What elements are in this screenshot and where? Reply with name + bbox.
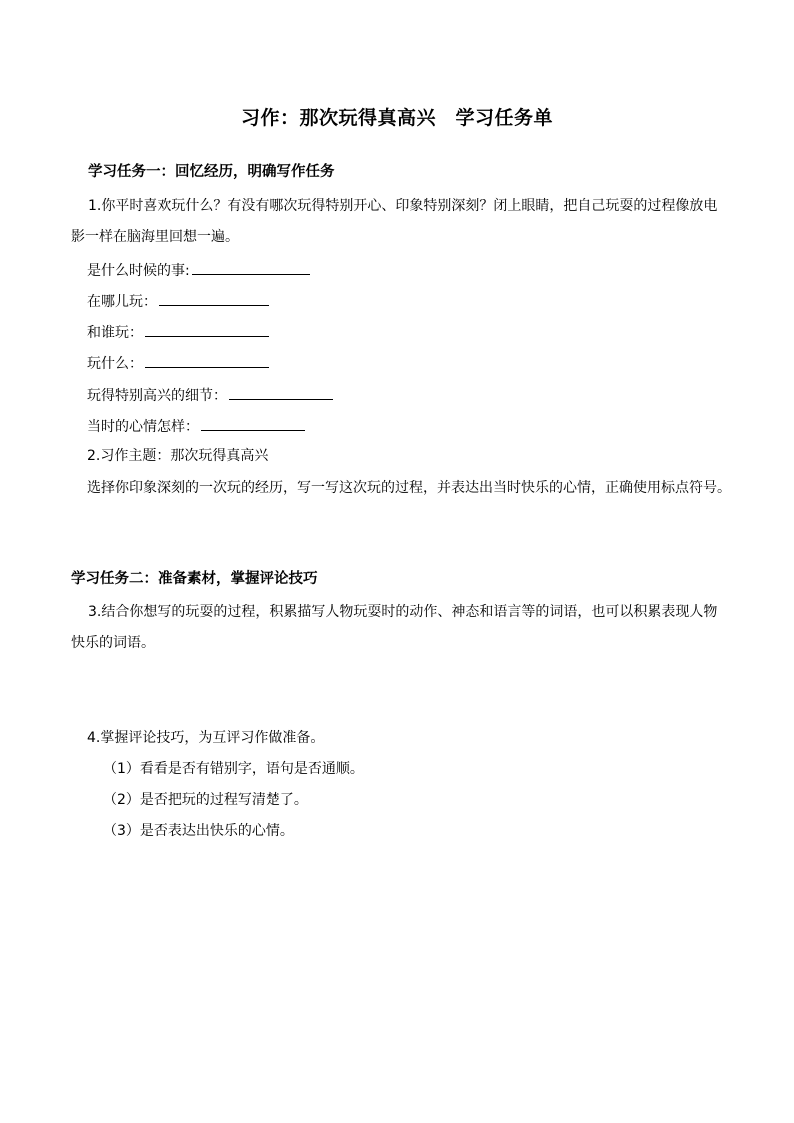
question-1 [71, 191, 723, 253]
question-2: 2.习作主题：那次玩得真高兴 [87, 448, 269, 464]
prompt-mood-blank[interactable] [201, 415, 305, 431]
prompt-what-blank[interactable] [145, 352, 269, 368]
prompt-details-blank[interactable] [229, 384, 333, 400]
question-3-text: 3.结合你想写的玩耍的过程，积累描写人物玩耍时的动作、神态和语言等的词语，也可以积累表现人物快乐的词语。 [71, 604, 718, 651]
prompt-when-label: 是什么时候的事: [87, 263, 190, 279]
question-2-description: 选择你印象深刻的一次玩的经历，写一写这次玩的过程，并表达出当时快乐的心情，正确使用标点符号。 [87, 480, 731, 496]
prompt-details-label: 玩得特别高兴的细节： [87, 388, 227, 404]
question-1-text: 1.你平时喜欢玩什么？有没有哪次玩得特别开心、印象特别深刻？闭上眼睛，把自己玩耍的过程像放电影一样在脑海里回想一遍。 [71, 198, 718, 245]
prompt-where-blank[interactable] [159, 290, 269, 306]
criterion-3: （3）是否表达出快乐的心情。 [103, 823, 294, 839]
task2-heading: 学习任务二：准备素材，掌握评论技巧 [71, 570, 318, 587]
prompt-when-blank[interactable] [192, 259, 310, 275]
prompt-mood [87, 415, 305, 437]
prompt-when [87, 259, 310, 281]
criterion-2: （2）是否把玩的过程写清楚了。 [103, 792, 308, 808]
prompt-with-whom [87, 321, 269, 343]
prompt-with-whom-blank[interactable] [145, 321, 269, 337]
prompt-where-label: 在哪儿玩： [87, 294, 157, 310]
prompt-where [87, 290, 269, 312]
question-4: 4.掌握评论技巧，为互评习作做准备。 [87, 730, 325, 746]
prompt-what-label: 玩什么： [87, 356, 143, 372]
task1-heading: 学习任务一：回忆经历，明确写作任务 [88, 163, 335, 180]
question-3 [71, 597, 723, 659]
prompt-mood-label: 当时的心情怎样： [87, 419, 199, 435]
prompt-what [87, 352, 269, 374]
prompt-with-whom-label: 和谁玩： [87, 325, 143, 341]
criterion-1: （1）看看是否有错别字，语句是否通顺。 [103, 761, 364, 777]
prompt-details [87, 384, 333, 406]
page-title: 习作：那次玩得真高兴 学习任务单 [240, 107, 553, 129]
